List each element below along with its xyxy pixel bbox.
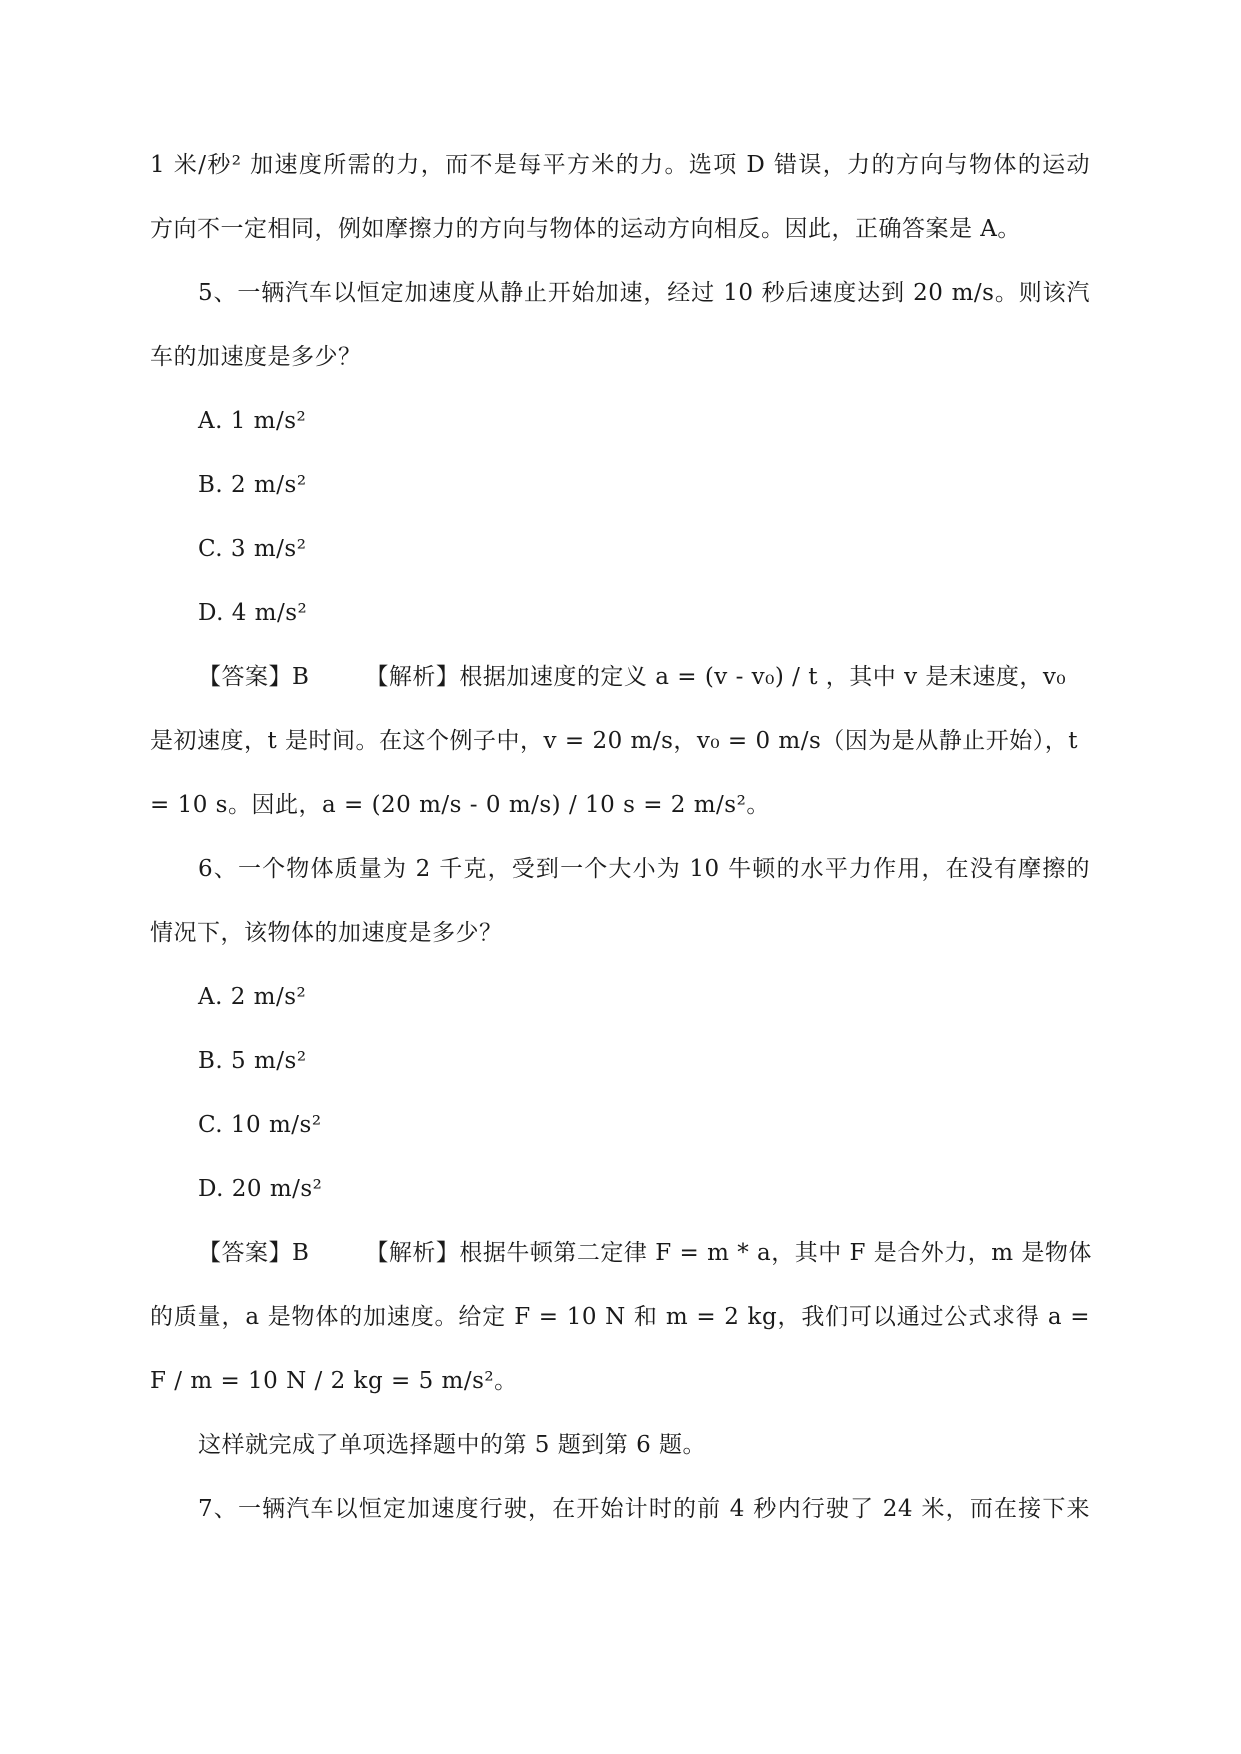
question-7-line: 7、一辆汽车以恒定加速度行驶，在开始计时的前 4 秒内行驶了 24 米，而在接下来: [198, 1496, 1090, 1522]
paragraph-line: 方向不一定相同，例如摩擦力的方向与物体的运动方向相反。因此，正确答案是 A。: [150, 216, 1021, 242]
explanation-line: F / m = 10 N / 2 kg = 5 m/s²。: [150, 1368, 518, 1394]
option-d: D. 20 m/s²: [198, 1176, 323, 1202]
answer-label: 【答案】B: [198, 664, 310, 690]
paragraph-line: 1 米/秒² 加速度所需的力，而不是每平方米的力。选项 D 错误，力的方向与物体的运动: [150, 152, 1090, 178]
answer-line: [198, 662, 1090, 692]
option-d: D. 4 m/s²: [198, 600, 308, 626]
answer-line: [198, 1238, 1090, 1268]
question-5-line: 车的加速度是多少？: [150, 344, 362, 370]
option-b: B. 2 m/s²: [198, 472, 307, 498]
question-6-line: 6、一个物体质量为 2 千克，受到一个大小为 10 牛顿的水平力作用，在没有摩擦的: [198, 856, 1090, 882]
explanation-line: = 10 s。因此，a = (20 m/s - 0 m/s) / 10 s = 2 m/s²。: [150, 792, 770, 818]
option-a: A. 1 m/s²: [198, 408, 307, 434]
explanation-line: 的质量，a 是物体的加速度。给定 F = 10 N 和 m = 2 kg，我们可以通过公式求得 a =: [150, 1304, 1090, 1330]
option-b: B. 5 m/s²: [198, 1048, 307, 1074]
option-c: C. 3 m/s²: [198, 536, 307, 562]
question-6-line: 情况下，该物体的加速度是多少？: [150, 920, 503, 946]
explanation-label: 【解析】根据加速度的定义 a = (v - v₀) / t ，其中 v 是末速度，v₀: [365, 664, 1067, 690]
question-5-line: 5、一辆汽车以恒定加速度从静止开始加速，经过 10 秒后速度达到 20 m/s。则该汽: [198, 280, 1090, 306]
summary-line: 这样就完成了单项选择题中的第 5 题到第 6 题。: [198, 1432, 707, 1458]
answer-label: 【答案】B: [198, 1240, 310, 1266]
explanation-label: 【解析】根据牛顿第二定律 F = m * a，其中 F 是合外力，m 是物体: [365, 1240, 1092, 1266]
option-c: C. 10 m/s²: [198, 1112, 322, 1138]
option-a: A. 2 m/s²: [198, 984, 307, 1010]
explanation-line: 是初速度，t 是时间。在这个例子中，v = 20 m/s，v₀ = 0 m/s（因为是从静止开始），t: [150, 728, 1079, 754]
